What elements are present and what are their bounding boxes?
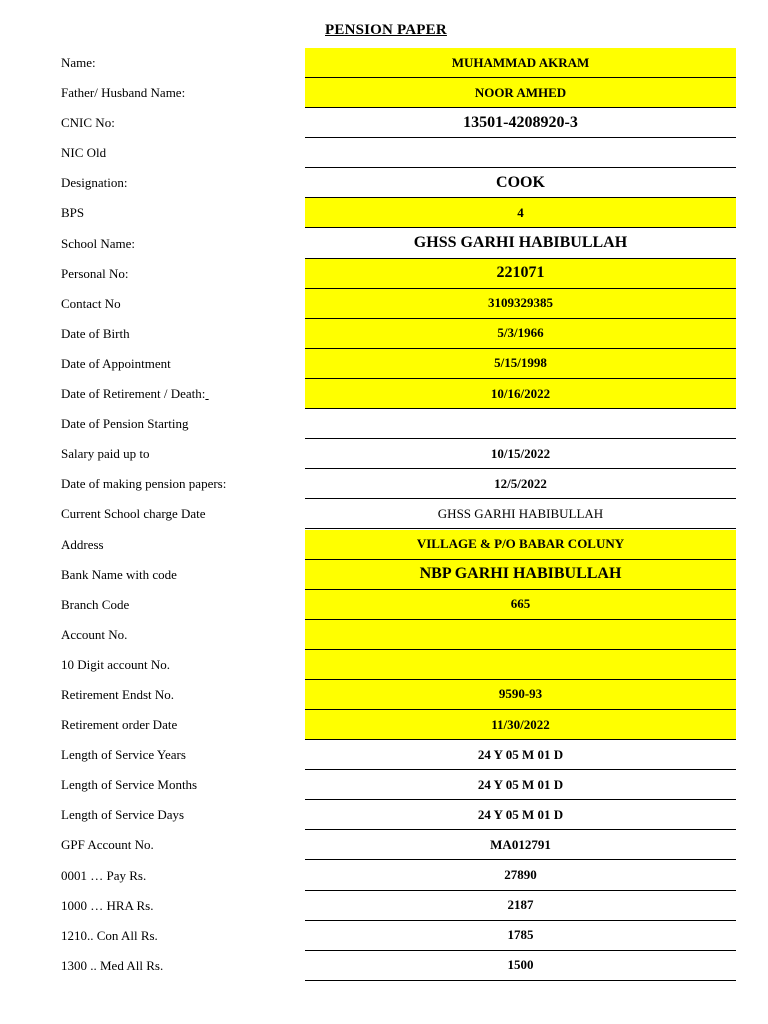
field-value: 12/5/2022: [305, 469, 736, 499]
field-label-text: Salary paid up to: [61, 446, 150, 462]
field-label-text: Date of Pension Starting: [61, 416, 189, 432]
field-label: [61, 409, 188, 439]
form-row: [0, 138, 768, 168]
field-value: [305, 409, 736, 439]
field-label: [61, 439, 149, 469]
form-row: [0, 229, 768, 259]
form-row: [0, 499, 768, 529]
form-row: [0, 349, 768, 379]
field-value: [305, 650, 736, 680]
form-row: [0, 108, 768, 138]
field-label-text: Date of Appointment: [61, 355, 171, 371]
field-value: 24 Y 05 M 01 D: [305, 800, 736, 830]
field-value: 4: [305, 198, 736, 228]
field-label: [61, 138, 106, 168]
form-row: [0, 830, 768, 860]
field-label-text: Account No.: [61, 626, 128, 642]
field-label-text: Address: [61, 536, 104, 552]
field-label-text: Length of Service Days: [61, 807, 185, 823]
field-label-text: Personal No:: [61, 265, 129, 281]
field-value: 13501-4208920-3: [305, 108, 736, 138]
field-value: 665: [305, 590, 736, 620]
field-value: 2187: [305, 891, 736, 921]
form-row: [0, 680, 768, 710]
field-label: [61, 168, 127, 198]
form-row: [0, 379, 768, 409]
field-label: [61, 319, 130, 349]
form-row: [0, 439, 768, 469]
form-row: [0, 650, 768, 680]
field-value: VILLAGE & P/O BABAR COLUNY: [305, 530, 736, 560]
field-label: [61, 861, 146, 891]
form-row: [0, 168, 768, 198]
field-label: [61, 78, 185, 108]
field-label: [61, 469, 226, 499]
field-value: 24 Y 05 M 01 D: [305, 770, 736, 800]
field-label-text: GPF Account No.: [61, 837, 154, 853]
field-label-text: Contact No: [61, 295, 121, 311]
field-value: 3109329385: [305, 289, 736, 319]
field-label: [61, 289, 121, 319]
field-value: GHSS GARHI HABIBULLAH: [305, 229, 736, 259]
field-label-underline: [205, 386, 208, 401]
field-value: 11/30/2022: [305, 710, 736, 740]
form-row: [0, 289, 768, 319]
form-row: [0, 921, 768, 951]
field-value: 24 Y 05 M 01 D: [305, 740, 736, 770]
field-value: 1785: [305, 921, 736, 951]
field-label: [61, 499, 206, 529]
field-label: [61, 800, 184, 830]
field-label-text: 0001 … Pay Rs.: [61, 867, 147, 883]
field-label-text: Bank Name with code: [61, 566, 177, 582]
field-value: [305, 138, 736, 168]
field-label-text: Date of Birth: [61, 325, 130, 341]
field-label: [61, 951, 163, 981]
form-row: [0, 259, 768, 289]
field-label: [61, 530, 104, 560]
field-label: [61, 259, 129, 289]
field-label-text: 10 Digit account No.: [61, 656, 171, 672]
form-row: [0, 560, 768, 590]
field-label: [61, 48, 96, 78]
field-label-text: NIC Old: [61, 145, 107, 161]
field-label-text: BPS: [61, 205, 85, 221]
field-value: MUHAMMAD AKRAM: [305, 48, 736, 78]
page-title: PENSION PAPER: [325, 22, 447, 38]
field-label: [61, 198, 84, 228]
field-label: [61, 770, 197, 800]
field-label-text: Father/ Husband Name:: [61, 85, 186, 101]
field-label: [61, 921, 158, 951]
field-label-text: Retirement order Date: [61, 717, 178, 733]
field-label: [61, 590, 129, 620]
field-label: [61, 830, 154, 860]
form-row: [0, 48, 768, 78]
field-label-text: Name:: [61, 55, 96, 70]
field-label: [61, 680, 174, 710]
form-row: [0, 620, 768, 650]
field-label: [61, 349, 171, 379]
field-label-text: Branch Code: [61, 596, 130, 612]
pension-form-table: [0, 48, 768, 981]
form-row: [0, 951, 768, 981]
field-value: 9590-93: [305, 680, 736, 710]
field-label-text: Retirement Endst No.: [61, 686, 175, 702]
field-value: 10/16/2022: [305, 379, 736, 409]
field-label-text: School Name:: [61, 235, 136, 251]
form-row: [0, 469, 768, 499]
field-label: [61, 229, 135, 259]
field-value: COOK: [305, 168, 736, 198]
form-row: [0, 590, 768, 620]
field-value: 5/15/1998: [305, 349, 736, 379]
field-value: 10/15/2022: [305, 439, 736, 469]
field-value: 1500: [305, 951, 736, 981]
field-value: 221071: [305, 259, 736, 289]
field-value: [305, 620, 736, 650]
form-row: [0, 319, 768, 349]
field-value: 27890: [305, 861, 736, 891]
field-label: [61, 710, 177, 740]
field-label-text: Length of Service Months: [61, 777, 198, 793]
form-row: [0, 740, 768, 770]
field-label: [61, 650, 170, 680]
field-value: 5/3/1966: [305, 319, 736, 349]
form-row: [0, 78, 768, 108]
field-label-text: CNIC No:: [61, 115, 115, 131]
field-label: [61, 560, 177, 590]
form-row: [0, 530, 768, 560]
field-label: [61, 379, 209, 409]
field-label-text: 1210.. Con All Rs.: [61, 927, 158, 943]
field-value: GHSS GARHI HABIBULLAH: [305, 499, 736, 529]
field-label: [61, 620, 127, 650]
field-label-text: Current School charge Date: [61, 506, 206, 522]
form-row: [0, 198, 768, 228]
form-row: [0, 800, 768, 830]
form-row: [0, 710, 768, 740]
field-value: MA012791: [305, 830, 736, 860]
field-label-text: Designation:: [61, 175, 128, 191]
form-row: [0, 861, 768, 891]
field-value: NBP GARHI HABIBULLAH: [305, 560, 736, 590]
field-label: [61, 108, 115, 138]
field-label-text: Length of Service Years: [61, 747, 186, 763]
field-label-text: Date of making pension papers:: [61, 476, 227, 492]
form-row: [0, 891, 768, 921]
field-label-text: 1300 .. Med All Rs.: [61, 957, 164, 973]
field-value: NOOR AMHED: [305, 78, 736, 108]
field-label-text: Date of Retirement / Death:: [61, 386, 206, 402]
field-label-text: 1000 … HRA Rs.: [61, 897, 154, 913]
form-row: [0, 409, 768, 439]
field-label: [61, 740, 186, 770]
field-label: [61, 891, 153, 921]
form-row: [0, 770, 768, 800]
